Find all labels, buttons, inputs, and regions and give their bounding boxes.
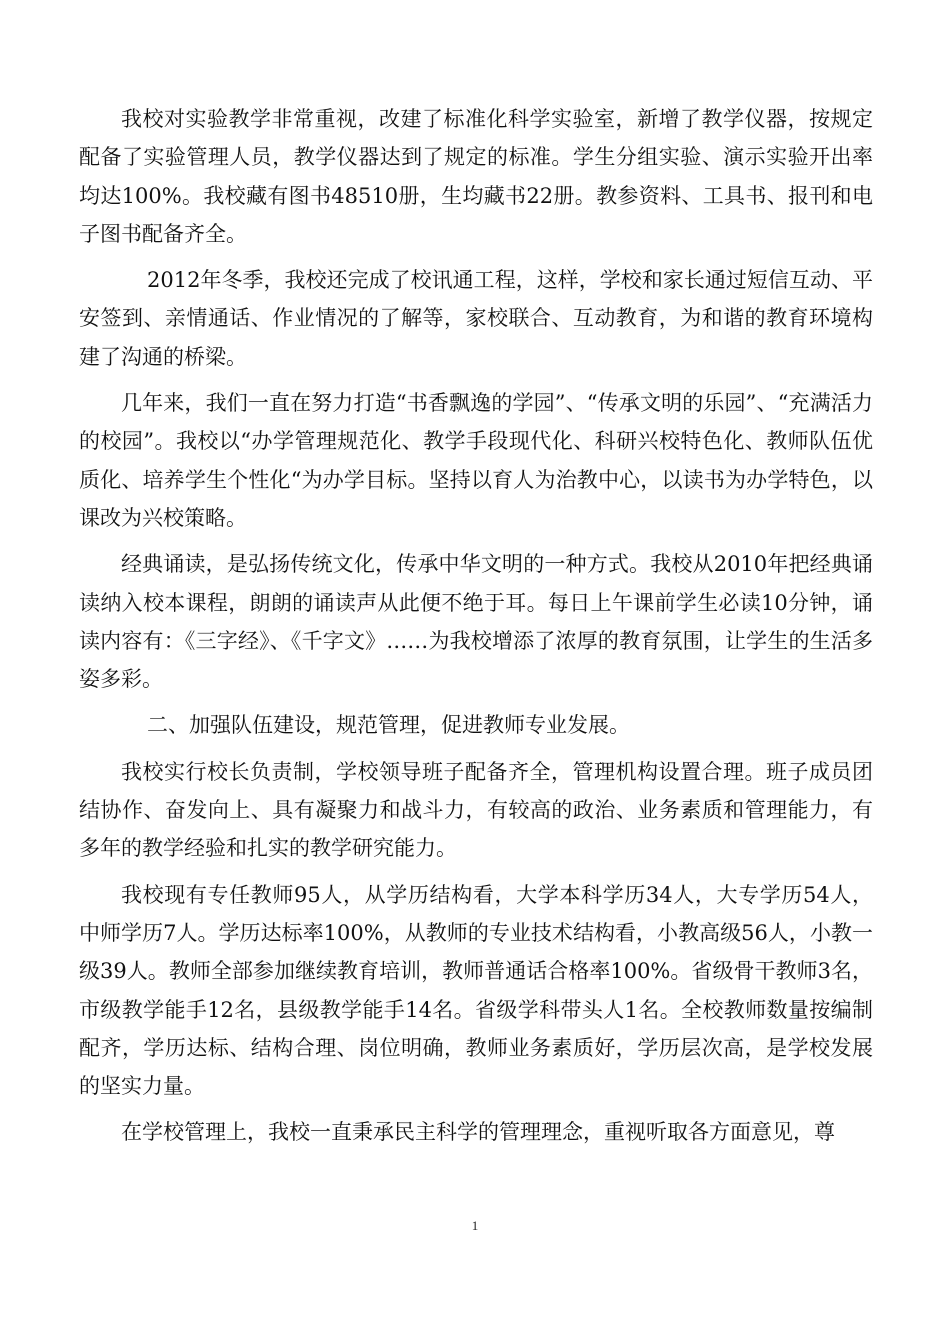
- section-heading-teacher-development: 二、加强队伍建设，规范管理，促进教师专业发展。: [147, 713, 630, 738]
- paragraph-classic-reading: 经典诵读，是弘扬传统文化，传承中华文明的一种方式。我校从2010年把经典诵读纳入校本课程，朗朗的诵读声从此便不绝于耳。每日上午课前学生必读10分钟，诵读内容有：《三字经》、《千字文》……为我校增添了浓厚的教育氛围，让学生的生活多姿多彩。: [79, 552, 873, 692]
- paragraph-school-management: 在学校管理上，我校一直秉承民主科学的管理理念，重视听取各方面意见，尊: [121, 1120, 835, 1145]
- paragraph-lab-and-library: 我校对实验教学非常重视，改建了标准化科学实验室，新增了教学仪器，按规定配备了实验管理人员，教学仪器达到了规定的标准。学生分组实验、演示实验开出率均达100%。我校藏有图书48510册，生均藏书22册。教参资料、工具书、报刊和电子图书配备齐全。: [79, 107, 873, 246]
- paragraph-teacher-statistics: 我校现有专任教师95人，从学历结构看，大学本科学历34人，大专学历54人，中师学历7人。学历达标率100%，从教师的专业技术结构看，小教高级56人，小教一级39人。教师全部参加继续教育培训，教师普通话合格率100%。省级骨干教师3名，市级教学能手12名，县级教学能手14名。省级学科带头人1名。全校教师数量按编制配齐，学历达标、结构合理、岗位明确，教师业务素质好，学历层次高，是学校发展的坚实力量。: [79, 882, 873, 1099]
- paragraph-school-goals: 几年来，我们一直在努力打造“书香飘逸的学园”、“传承文明的乐园”、“充满活力的校园”。我校以“办学管理规范化、教学手段现代化、科研兴校特色化、教师队伍优质化、培养学生个性化“为办学目标。坚持以育人为治教中心，以读书为办学特色，以课改为兴校策略。: [79, 391, 873, 530]
- paragraph-school-messaging: 2012年冬季，我校还完成了校讯通工程，这样，学校和家长通过短信互动、平安签到、亲情通话、作业情况的了解等，家校联合、互动教育，为和谐的教育环境构建了沟通的桥梁。: [79, 268, 873, 369]
- document-body: [79, 100, 873, 1160]
- page-number: 1: [471, 1218, 479, 1233]
- paragraph-leadership: 我校实行校长负责制，学校领导班子配备齐全，管理机构设置合理。班子成员团结协作、奋发向上、具有凝聚力和战斗力，有较高的政治、业务素质和管理能力，有多年的教学经验和扎实的教学研究能力。: [79, 759, 873, 861]
